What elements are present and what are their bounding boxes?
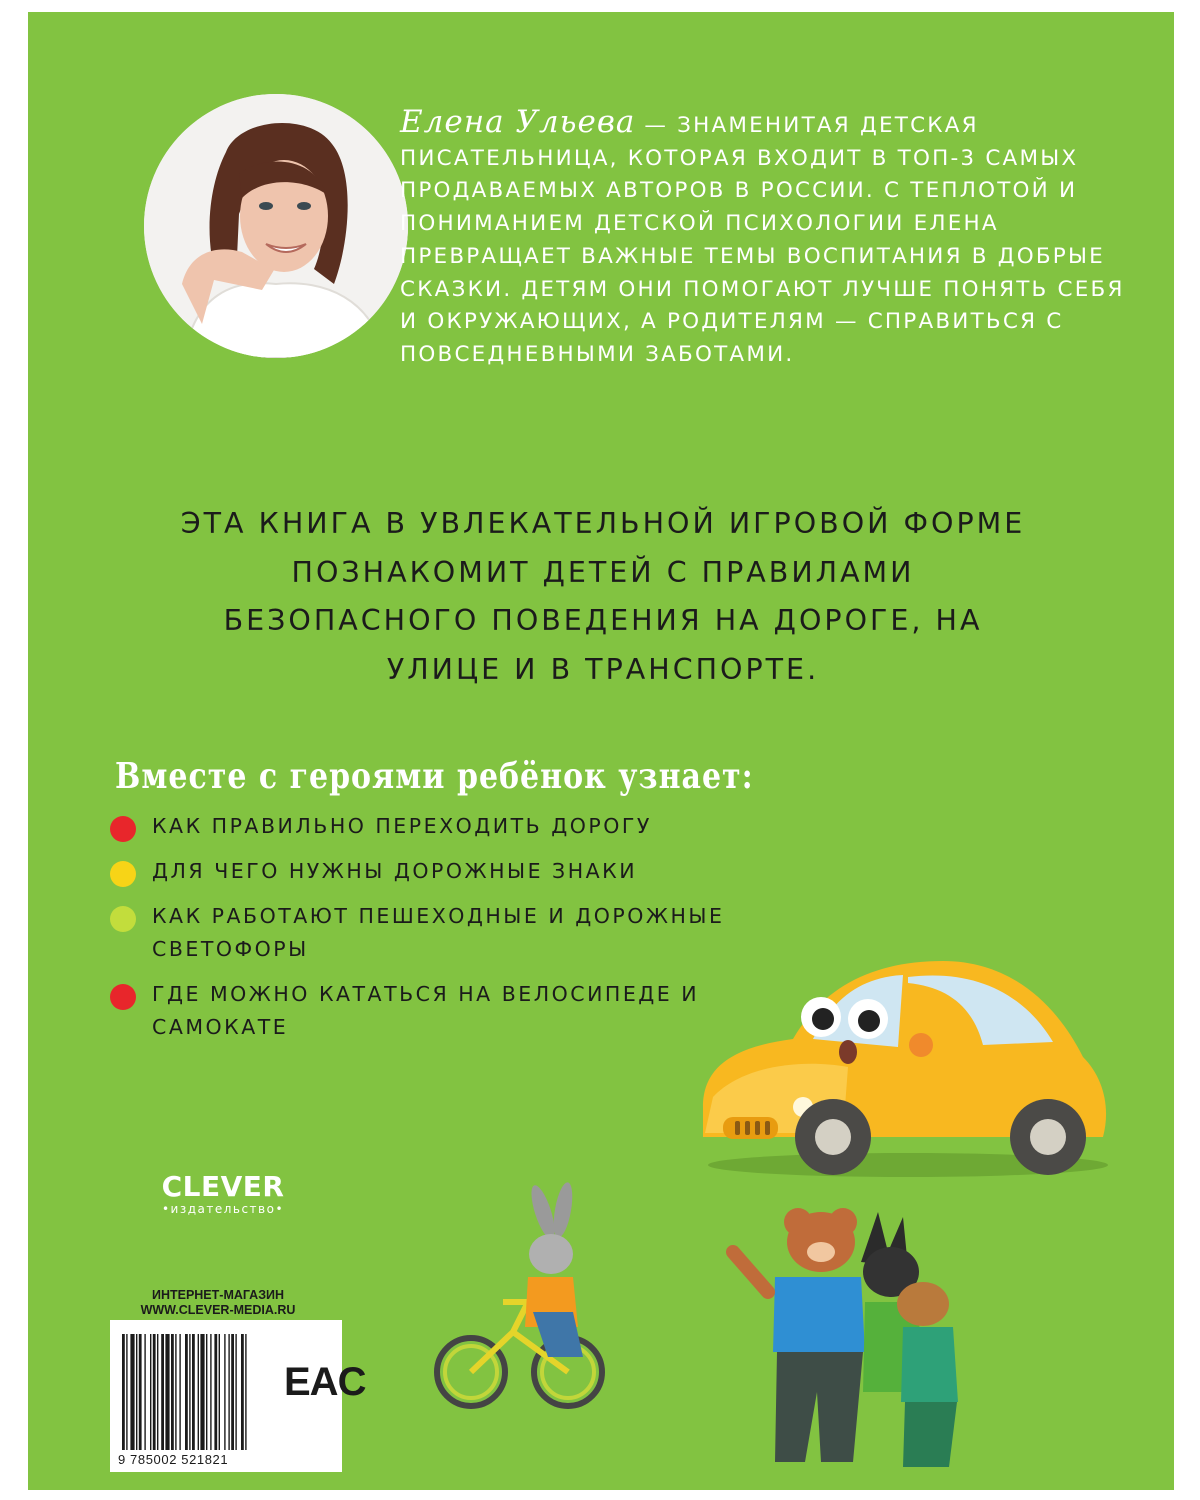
list-item-text: КАК РАБОТАЮТ ПЕШЕХОДНЫЕ И ДОРОЖНЫЕ СВЕТОФОРЫ bbox=[152, 904, 725, 961]
rabbit-bike-illustration bbox=[433, 1182, 613, 1412]
green-dot-icon bbox=[110, 906, 136, 932]
list-item-text: ДЛЯ ЧЕГО НУЖНЫ ДОРОЖНЫЕ ЗНАКИ bbox=[152, 859, 638, 883]
shop-url: WWW.CLEVER-MEDIA.RU bbox=[140, 1303, 296, 1317]
book-description: ЭТА КНИГА В УВЛЕКАТЕЛЬНОЙ ИГРОВОЙ ФОРМЕ ПОЗНАКОМИТ ДЕТЕЙ С ПРАВИЛАМИ БЕЗОПАСНОГО ПОВЕДЕНИЯ НА ДОРОГЕ, НА УЛИЦЕ И В ТРАНСПОРТЕ. bbox=[180, 507, 1026, 686]
publisher-name: CLEVER bbox=[161, 1170, 285, 1203]
list-item bbox=[110, 855, 730, 888]
yellow-dot-icon bbox=[110, 861, 136, 887]
author-bio bbox=[400, 106, 1140, 372]
animals-illustration bbox=[713, 1192, 973, 1482]
list-item bbox=[110, 978, 730, 1044]
author-name: Елена Ульева bbox=[400, 104, 636, 140]
barcode-block bbox=[110, 1320, 366, 1472]
learn-list bbox=[110, 810, 730, 1056]
learn-title: Вместе с героями ребёнок узнает: bbox=[115, 756, 754, 798]
shop-label: ИНТЕРНЕТ-МАГАЗИН bbox=[151, 1288, 285, 1302]
list-item-text: КАК ПРАВИЛЬНО ПЕРЕХОДИТЬ ДОРОГУ bbox=[152, 814, 652, 838]
eac-mark-icon: EAC bbox=[284, 1360, 366, 1404]
list-item-text: ГДЕ МОЖНО КАТАТЬСЯ НА ВЕЛОСИПЕДЕ И САМОКАТЕ bbox=[152, 982, 700, 1039]
red-dot-icon bbox=[110, 816, 136, 842]
car-illustration bbox=[683, 947, 1123, 1187]
publisher-subtitle: •издательство• bbox=[161, 1202, 285, 1216]
shop-info bbox=[108, 1288, 328, 1318]
back-cover bbox=[28, 12, 1174, 1490]
publisher-logo bbox=[148, 1172, 298, 1216]
author-bio-text: — ЗНАМЕНИТАЯ ДЕТСКАЯ ПИСАТЕЛЬНИЦА, КОТОРАЯ ВХОДИТ В ТОП-3 САМЫХ ПРОДАВАЕМЫХ АВТОРОВ В РОССИИ. С ТЕПЛОТОЙ И ПОНИМАНИЕМ ДЕТСКОЙ ПСИХОЛОГИИ ЕЛЕНА ПРЕВРАЩАЕТ ВАЖНЫЕ ТЕМЫ ВОСПИТАНИЯ В ДОБРЫЕ СКАЗКИ. ДЕТЯМ ОНИ ПОМОГАЮТ ЛУЧШЕ ПОНЯТЬ СЕБЯ И ОКРУЖАЮЩИХ, А РОДИТЕЛЯМ — СПРАВИТЬСЯ С ПОВСЕДНЕВНЫМИ ЗАБОТАМИ. bbox=[400, 113, 1125, 367]
red-dot-icon bbox=[110, 984, 136, 1010]
list-item bbox=[110, 810, 730, 843]
barcode-digits: 9 785002 521821 bbox=[118, 1452, 229, 1467]
author-photo bbox=[144, 94, 408, 358]
list-item bbox=[110, 900, 730, 966]
